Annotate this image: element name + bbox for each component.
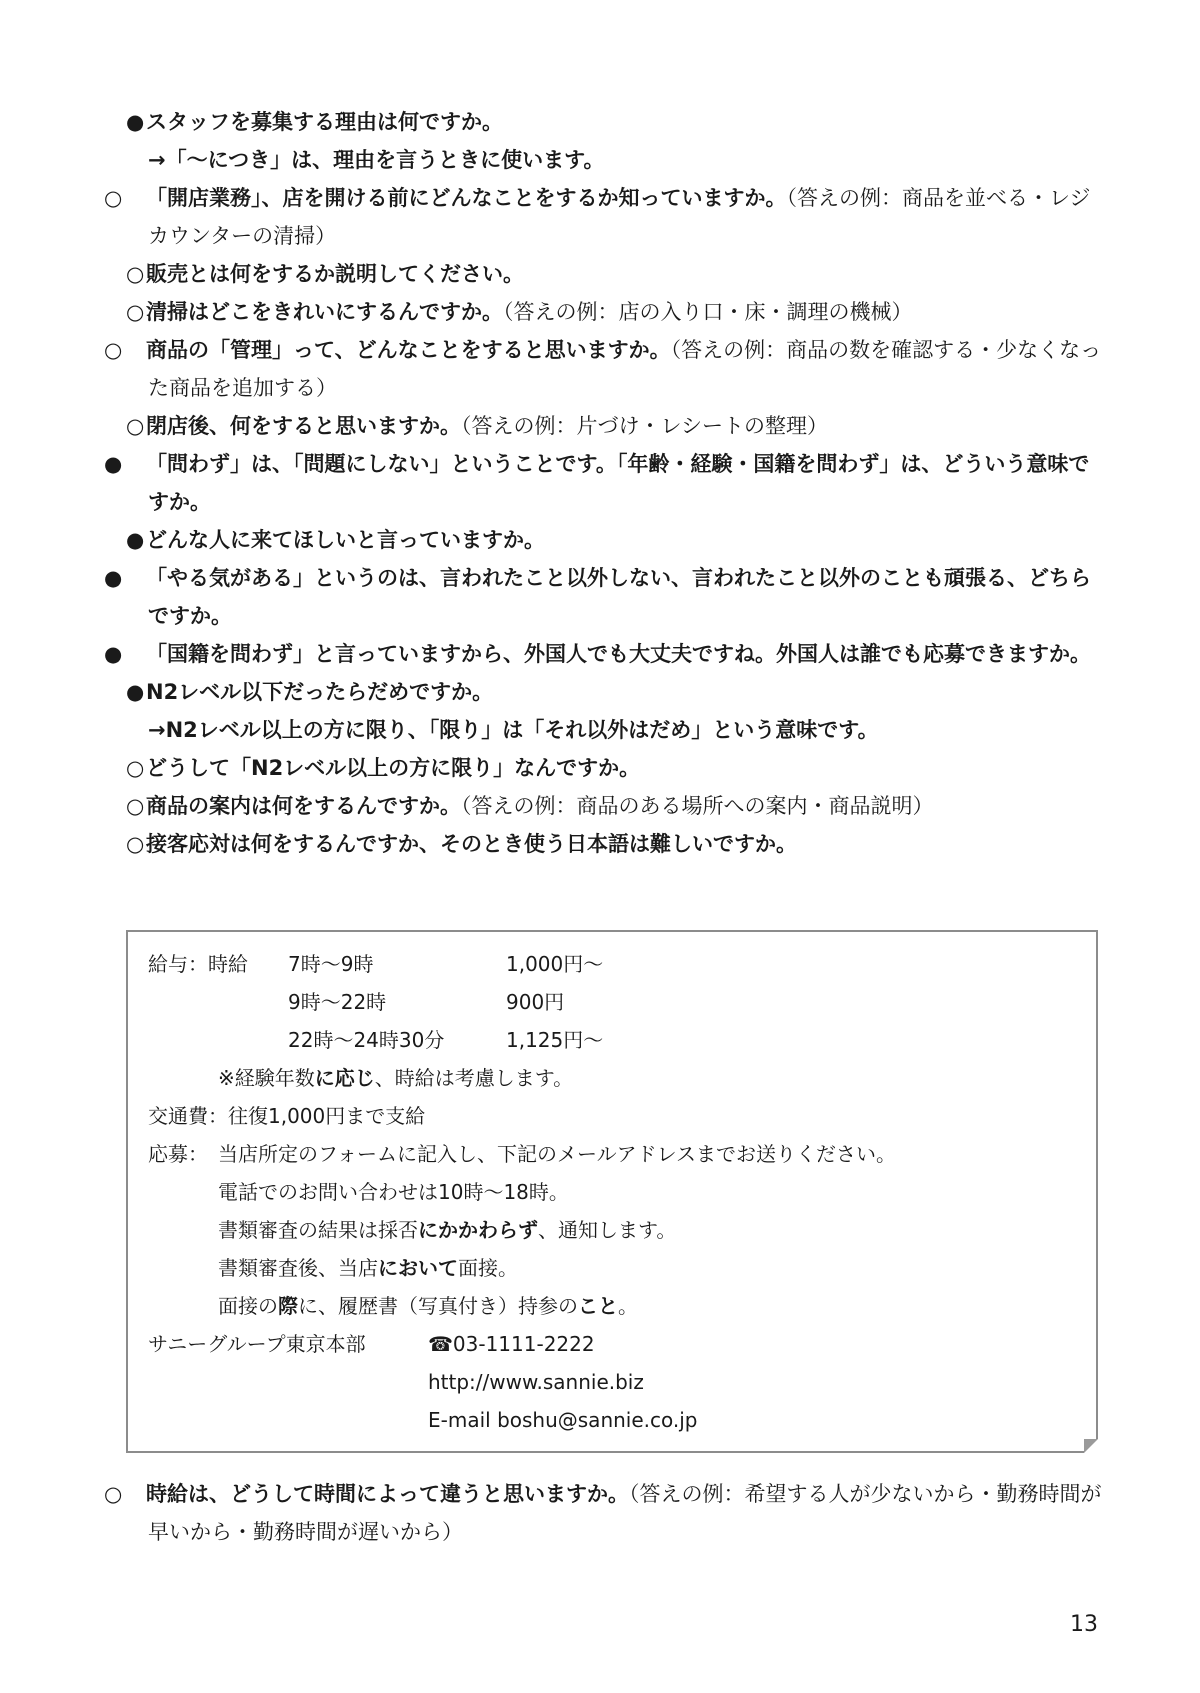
question-text: 販売とは何をするか説明してください。 [146,262,524,286]
salary-label: 給与：時給 [148,952,248,976]
bullet-marker: ● [126,110,145,134]
question-item [126,407,1106,445]
apply-line: 当店所定のフォームに記入し、下記のメールアドレスまでお送りください。 [218,1142,896,1166]
question-item [126,293,1106,331]
question-item [126,787,1106,825]
bullet-marker: ○ [126,756,145,780]
answer-text: →「〜につき」は、理由を言うときに使います。 [148,148,605,172]
question-list [104,103,1106,863]
apply-line [218,1291,638,1321]
question-text: 商品の案内は何をするんですか。 [146,794,461,818]
question-item [126,521,1106,559]
transport-line: 交通費：往復1,000円まで支給 [148,1104,426,1128]
question-item [104,1475,1106,1551]
question-text: 清掃はどこをきれいにするんですか。 [146,300,503,324]
apply-label: 応募： [148,1142,208,1166]
bullet-marker: ● [126,680,145,704]
wage-time: 9時〜22時 [288,990,387,1014]
apply-text: に、履歴書（写真付き）持参の [298,1294,578,1318]
wage-amount: 1,000円〜 [506,952,604,976]
question-text: 接客応対は何をするんですか、そのとき使う日本語は難しいですか。 [146,832,797,856]
bullet-marker: ● [126,528,145,552]
email-address: E-mail boshu@sannie.co.jp [428,1408,698,1432]
bullet-marker: ● [104,566,123,590]
question-item [126,749,1106,787]
apply-grammar: にかかわらず [418,1218,538,1242]
website-url: http://www.sannie.biz [428,1370,644,1394]
bullet-marker: ○ [104,338,123,362]
company-name: サニーグループ東京本部 [148,1332,366,1356]
apply-text: 面接。 [458,1256,518,1280]
bullet-marker: ○ [126,414,145,438]
phone-number: ☎03-1111-2222 [428,1332,595,1356]
answer-hint: （答えの例：商品の数を確認する・少なくなった商品を追加する） [148,338,1102,400]
wage-time: 22時〜24時30分 [288,1028,445,1052]
page-fold-corner [1084,1439,1098,1453]
note-text: 、時給は考慮します。 [374,1066,574,1090]
question-item [126,103,1106,141]
answer-hint: （答えの例：片づけ・レシートの整理） [461,414,828,438]
apply-grammar: 際 [278,1294,298,1318]
bullet-marker: ● [104,642,123,666]
apply-text: 面接の [218,1294,278,1318]
after-box-question [104,1475,1106,1551]
question-text: どんな人に来てほしいと言っていますか。 [146,528,545,552]
question-text: どうして「N2レベル以上の方に限り」なんですか。 [146,756,641,780]
answer-hint: （答えの例：商品を並べる・レジカウンターの清掃） [148,186,1091,248]
apply-line [218,1253,518,1283]
wage-amount: 900円 [506,990,565,1014]
wage-amount: 1,125円〜 [506,1028,604,1052]
note-text: ※経験年数 [218,1066,315,1090]
question-text: 商品の「管理」って、どんなことをすると思いますか。 [146,338,671,362]
note-grammar: に応じ [314,1066,375,1090]
answer-hint: （答えの例：希望する人が少ないから・勤務時間が早いから・勤務時間が遅いから） [148,1482,1102,1544]
question-item [104,179,1106,255]
bullet-marker: ● [104,452,123,476]
answer-hint: （答えの例：店の入り口・床・調理の機械） [503,300,913,324]
question-item [126,255,1106,293]
apply-text: 書類審査の結果は採否 [218,1218,418,1242]
question-text: 閉店後、何をすると思いますか。 [146,414,461,438]
apply-grammar: において [378,1256,458,1280]
bullet-marker: ○ [104,1482,123,1506]
bullet-marker: ○ [126,794,145,818]
question-item [126,673,1106,711]
question-text: 「やる気がある」というのは、言われたこと以外しない、言われたこと以外のことも頑張る、どちらですか。 [146,566,1091,628]
question-text: スタッフを募集する理由は何ですか。 [146,110,503,134]
answer-hint: （答えの例：商品のある場所への案内・商品説明） [461,794,934,818]
question-item [126,825,1106,863]
answer-text: →N2レベル以上の方に限り、「限り」は「それ以外はだめ」という意味です。 [148,718,879,742]
question-item [104,635,1106,673]
question-text: 「開店業務」、店を開ける前にどんなことをするか知っていますか。 [146,186,787,210]
question-text: 時給は、どうして時間によって違うと思いますか。 [146,1482,629,1506]
apply-grammar: こと [578,1294,618,1318]
wage-time: 7時〜9時 [288,952,374,976]
answer-note [126,711,1106,749]
bullet-marker: ○ [126,300,145,324]
question-text: 「問わず」は、「問題にしない」ということです。「年齢・経験・国籍を問わず」は、どういう意味ですか。 [146,452,1090,514]
question-text: N2レベル以下だったらだめですか。 [146,680,494,704]
question-item [104,559,1106,635]
bullet-marker: ○ [126,832,145,856]
apply-line [218,1215,676,1245]
answer-note [126,141,1106,179]
job-posting-box [126,930,1098,1453]
wage-note [218,1063,573,1093]
question-item [104,445,1106,521]
bullet-marker: ○ [126,262,145,286]
question-item [104,331,1106,407]
question-text: 「国籍を問わず」と言っていますから、外国人でも大丈夫ですね。外国人は誰でも応募できますか。 [146,642,1091,666]
page-number: 13 [1070,1612,1098,1637]
apply-text: 書類審査後、当店 [218,1256,378,1280]
bullet-marker: ○ [104,186,123,210]
apply-text: 、通知します。 [538,1218,677,1242]
apply-line: 電話でのお問い合わせは10時〜18時。 [218,1180,569,1204]
apply-text: 。 [618,1294,638,1318]
